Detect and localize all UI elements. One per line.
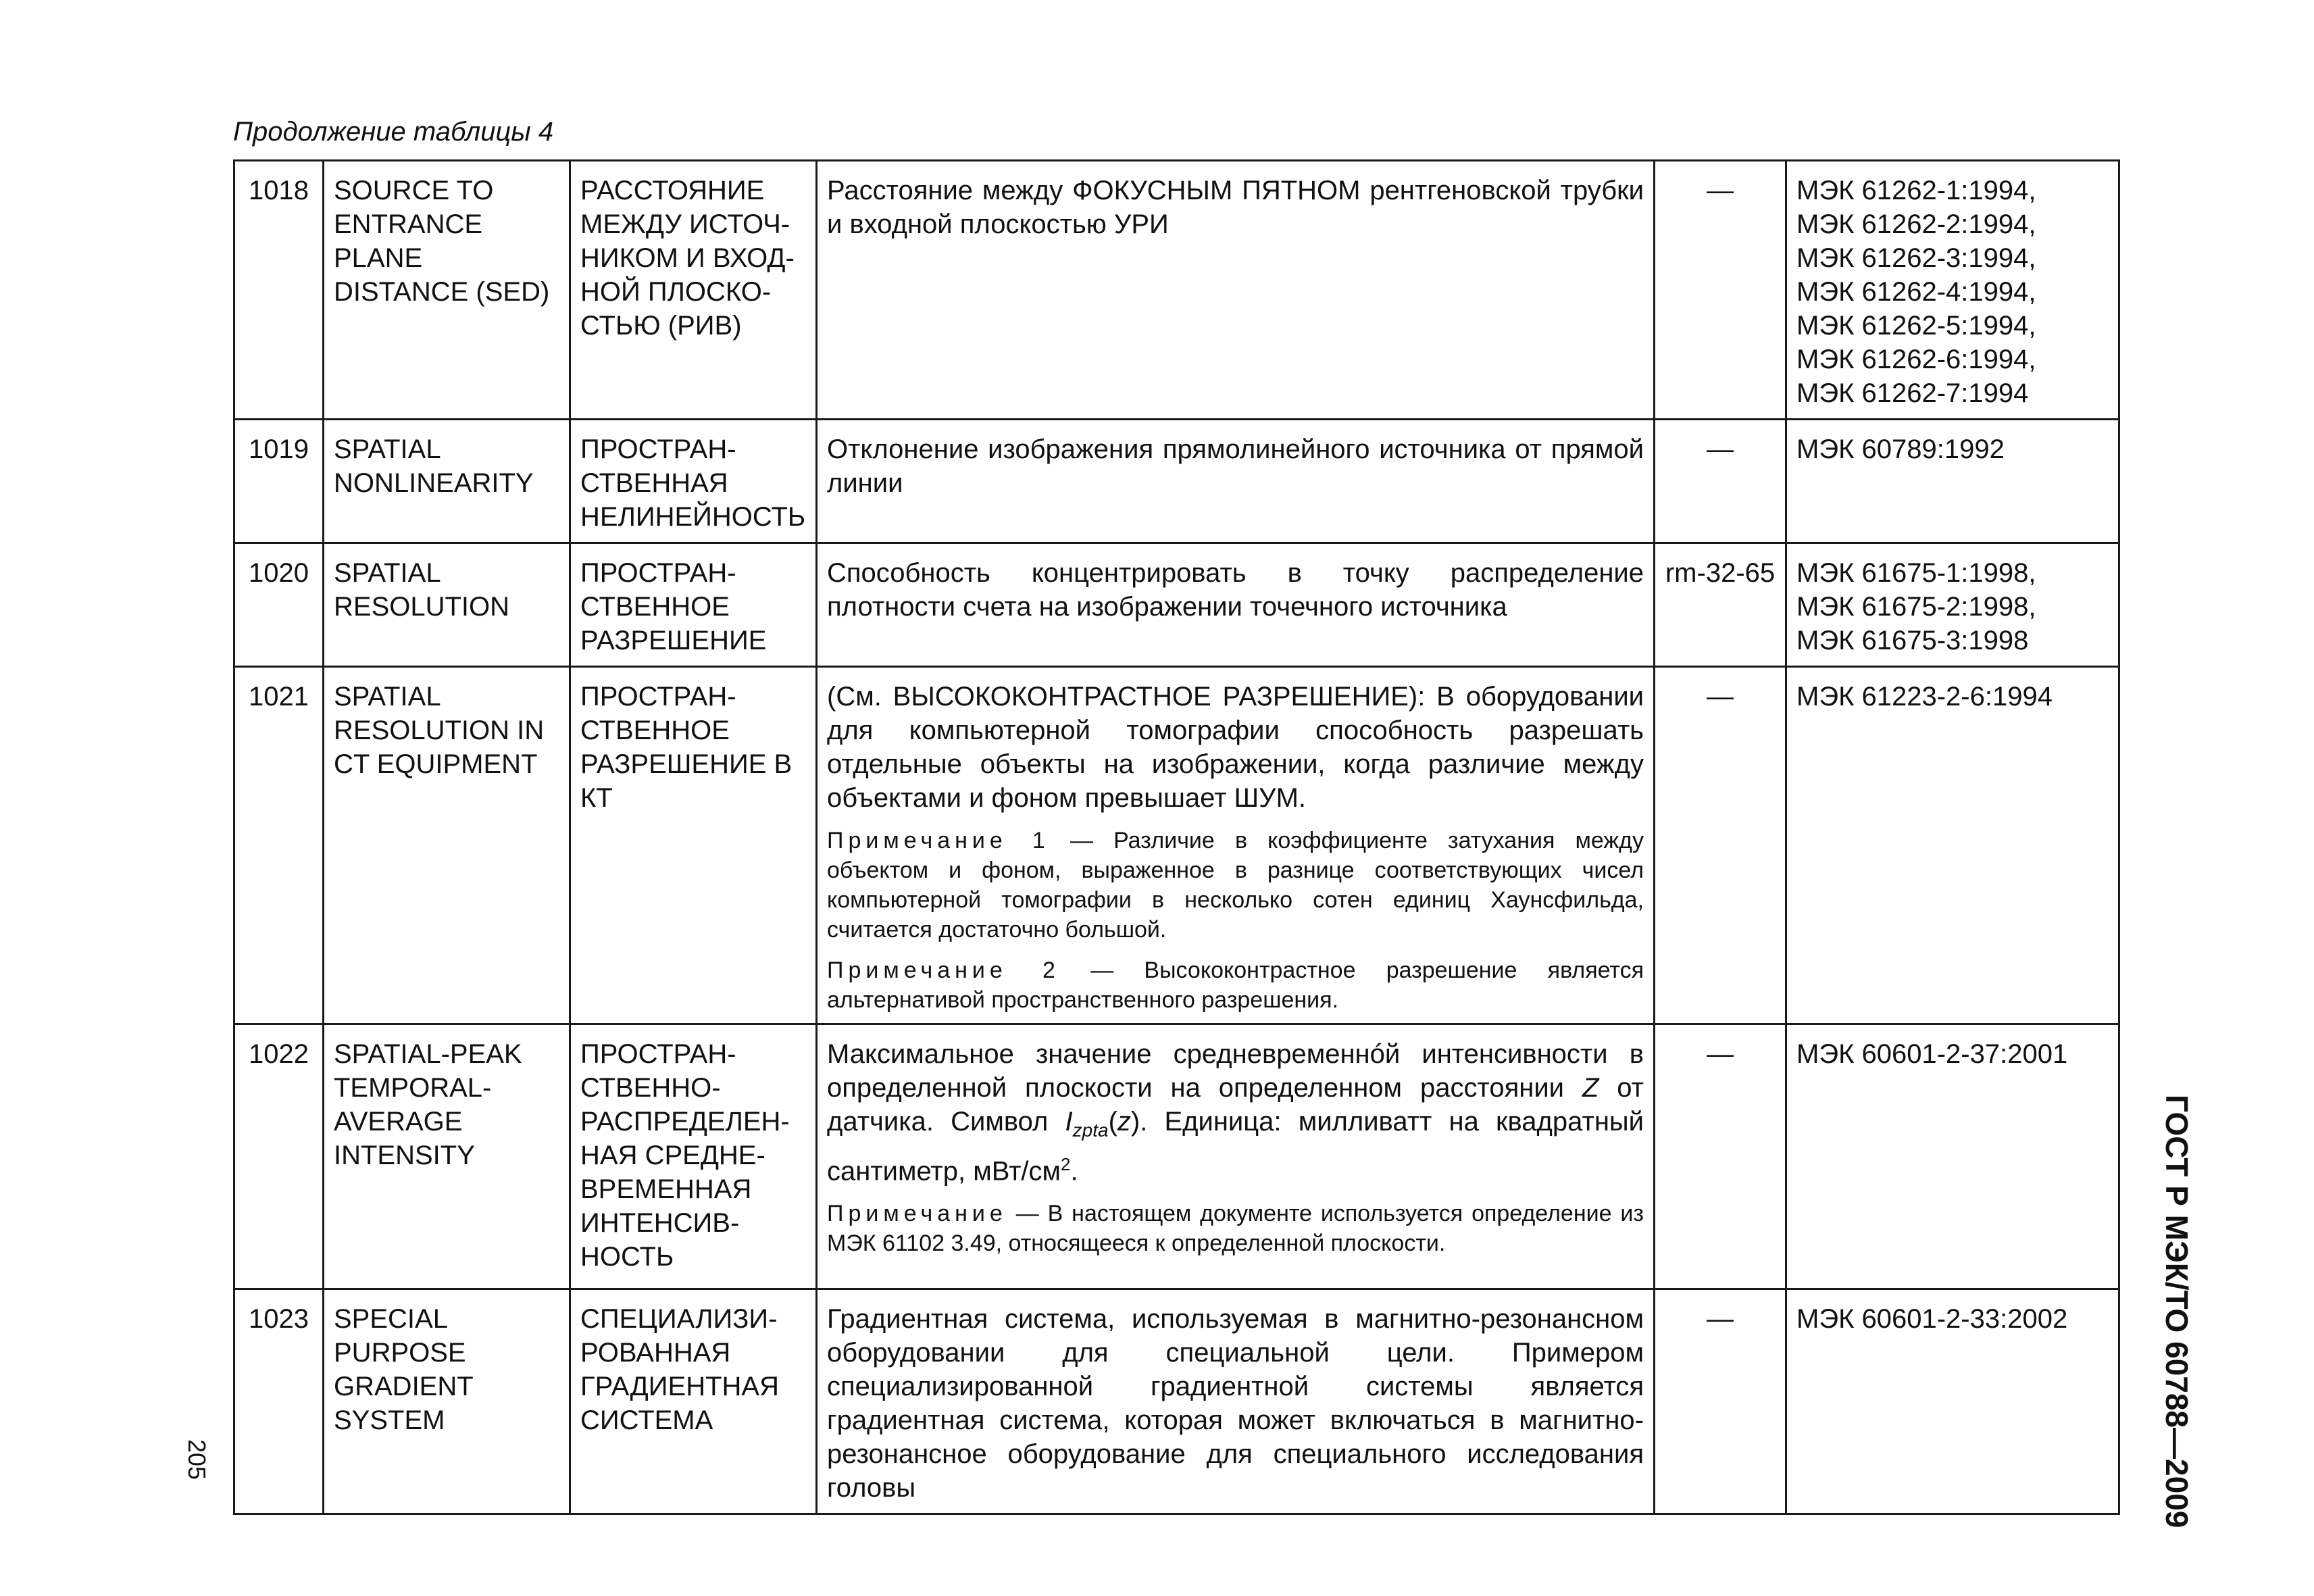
definition-text: (См. ВЫСОКОКОНТРАСТНОЕ РАЗРЕШЕНИЕ): В оборудовании для компьютерной томографии способность разрешать отдельные объекты на изображении, когда различие между объектами и фоном превышает ШУМ. xyxy=(827,682,1644,813)
term-english: SPECIAL PURPOSE GRADIENT SYSTEM xyxy=(324,1289,570,1514)
table-row xyxy=(234,1289,2119,1514)
document-side-title: ГОСТ Р МЭК/ТО 60788—2009 xyxy=(2159,1095,2194,1528)
term-definition: Способность концентрировать в точку распределение плотности счета на изображении точечного источника xyxy=(817,543,1655,667)
table-row xyxy=(234,161,2119,420)
term-reference: — xyxy=(1655,420,1786,543)
term-reference: — xyxy=(1655,1024,1786,1289)
term-number: 1022 xyxy=(234,1024,324,1289)
term-english: SOURCE TO ENTRANCE PLANE DISTANCE (SED) xyxy=(324,161,570,420)
term-sources: МЭК 60601-2-37:2001 xyxy=(1786,1024,2119,1289)
term-definition: Расстояние между ФОКУСНЫМ ПЯТНОМ рентгеновской трубки и входной плоскостью УРИ xyxy=(817,161,1655,420)
table-caption: Продолжение таблицы 4 xyxy=(233,117,554,147)
term-russian: ПРОСТРАН- СТВЕННОЕ РАЗРЕШЕНИЕ В КТ xyxy=(570,667,817,1024)
term-number: 1019 xyxy=(234,420,324,543)
term-russian: РАССТОЯНИЕ МЕЖДУ ИСТОЧ- НИКОМ И ВХОД- НОЙ ПЛОСКО- СТЬЮ (РИВ) xyxy=(570,161,817,420)
term-reference: — xyxy=(1655,1289,1786,1514)
terms-table xyxy=(233,159,2120,1515)
term-english: SPATIAL-PEAK TEMPORAL- AVERAGE INTENSITY xyxy=(324,1024,570,1289)
term-number: 1018 xyxy=(234,161,324,420)
table-row xyxy=(234,1024,2119,1289)
definition-note: Примечание — В настоящем документе используется определение из МЭК 61102 3.49, относящееся к определенной плоскости. xyxy=(827,1201,1644,1257)
table-row xyxy=(234,420,2119,543)
term-number: 1020 xyxy=(234,543,324,667)
term-definition xyxy=(817,1024,1655,1289)
term-russian: ПРОСТРАН- СТВЕННОЕ РАЗРЕШЕНИЕ xyxy=(570,543,817,667)
term-number: 1023 xyxy=(234,1289,324,1514)
term-reference: rm-32-65 xyxy=(1655,543,1786,667)
term-russian: ПРОСТРАН- СТВЕННО- РАСПРЕДЕЛЕН- НАЯ СРЕДНЕ- ВРЕМЕННАЯ ИНТЕНСИВ- НОСТЬ xyxy=(570,1024,817,1289)
term-sources: МЭК 60789:1992 xyxy=(1786,420,2119,543)
term-reference: — xyxy=(1655,161,1786,420)
table-row xyxy=(234,543,2119,667)
table-row xyxy=(234,667,2119,1024)
term-sources: МЭК 61262-1:1994, МЭК 61262-2:1994, МЭК 61262-3:1994, МЭК 61262-4:1994, МЭК 61262-5:1994, МЭК 61262-6:1994, МЭК 61262-7:1994 xyxy=(1786,161,2119,420)
term-russian: СПЕЦИАЛИЗИ- РОВАННАЯ ГРАДИЕНТНАЯ СИСТЕМА xyxy=(570,1289,817,1514)
term-reference: — xyxy=(1655,667,1786,1024)
term-english: SPATIAL NONLINEARITY xyxy=(324,420,570,543)
term-number: 1021 xyxy=(234,667,324,1024)
definition-note: Примечание 2 — Высококонтрастное разрешение является альтернативой пространственного разрешения. xyxy=(827,957,1644,1013)
term-english: SPATIAL RESOLUTION xyxy=(324,543,570,667)
term-sources: МЭК 60601-2-33:2002 xyxy=(1786,1289,2119,1514)
definition-text: Максимальное значение средневременнóй интенсивности в определенной плоскости на определенном расстоянии Z от датчика. Символ $I_{zpta}(z)$. Единица: милливатт на квадратный сантиметр, мВт/$см^2$. xyxy=(827,1039,1644,1187)
term-definition: Отклонение изображения прямолинейного источника от прямой линии xyxy=(817,420,1655,543)
term-definition: Градиентная система, используемая в магнитно-резонансном оборудовании для специальной цели. Примером специализированной градиентной системы является градиентная система, которая может включаться в магнитно-резонансное оборудование для специального исследования головы xyxy=(817,1289,1655,1514)
page-number: 205 xyxy=(183,1439,211,1480)
term-definition xyxy=(817,667,1655,1024)
term-sources: МЭК 61223-2-6:1994 xyxy=(1786,667,2119,1024)
term-english: SPATIAL RESOLUTION IN CT EQUIPMENT xyxy=(324,667,570,1024)
term-sources: МЭК 61675-1:1998, МЭК 61675-2:1998, МЭК 61675-3:1998 xyxy=(1786,543,2119,667)
term-russian: ПРОСТРАН- СТВЕННАЯ НЕЛИНЕЙНОСТЬ xyxy=(570,420,817,543)
definition-note: Примечание 1 — Различие в коэффициенте затухания между объектом и фоном, выраженное в разнице соответствующих чисел компьютерной томографии в несколько сотен единиц Хаунсфильда, считается достаточно большой. xyxy=(827,828,1644,943)
